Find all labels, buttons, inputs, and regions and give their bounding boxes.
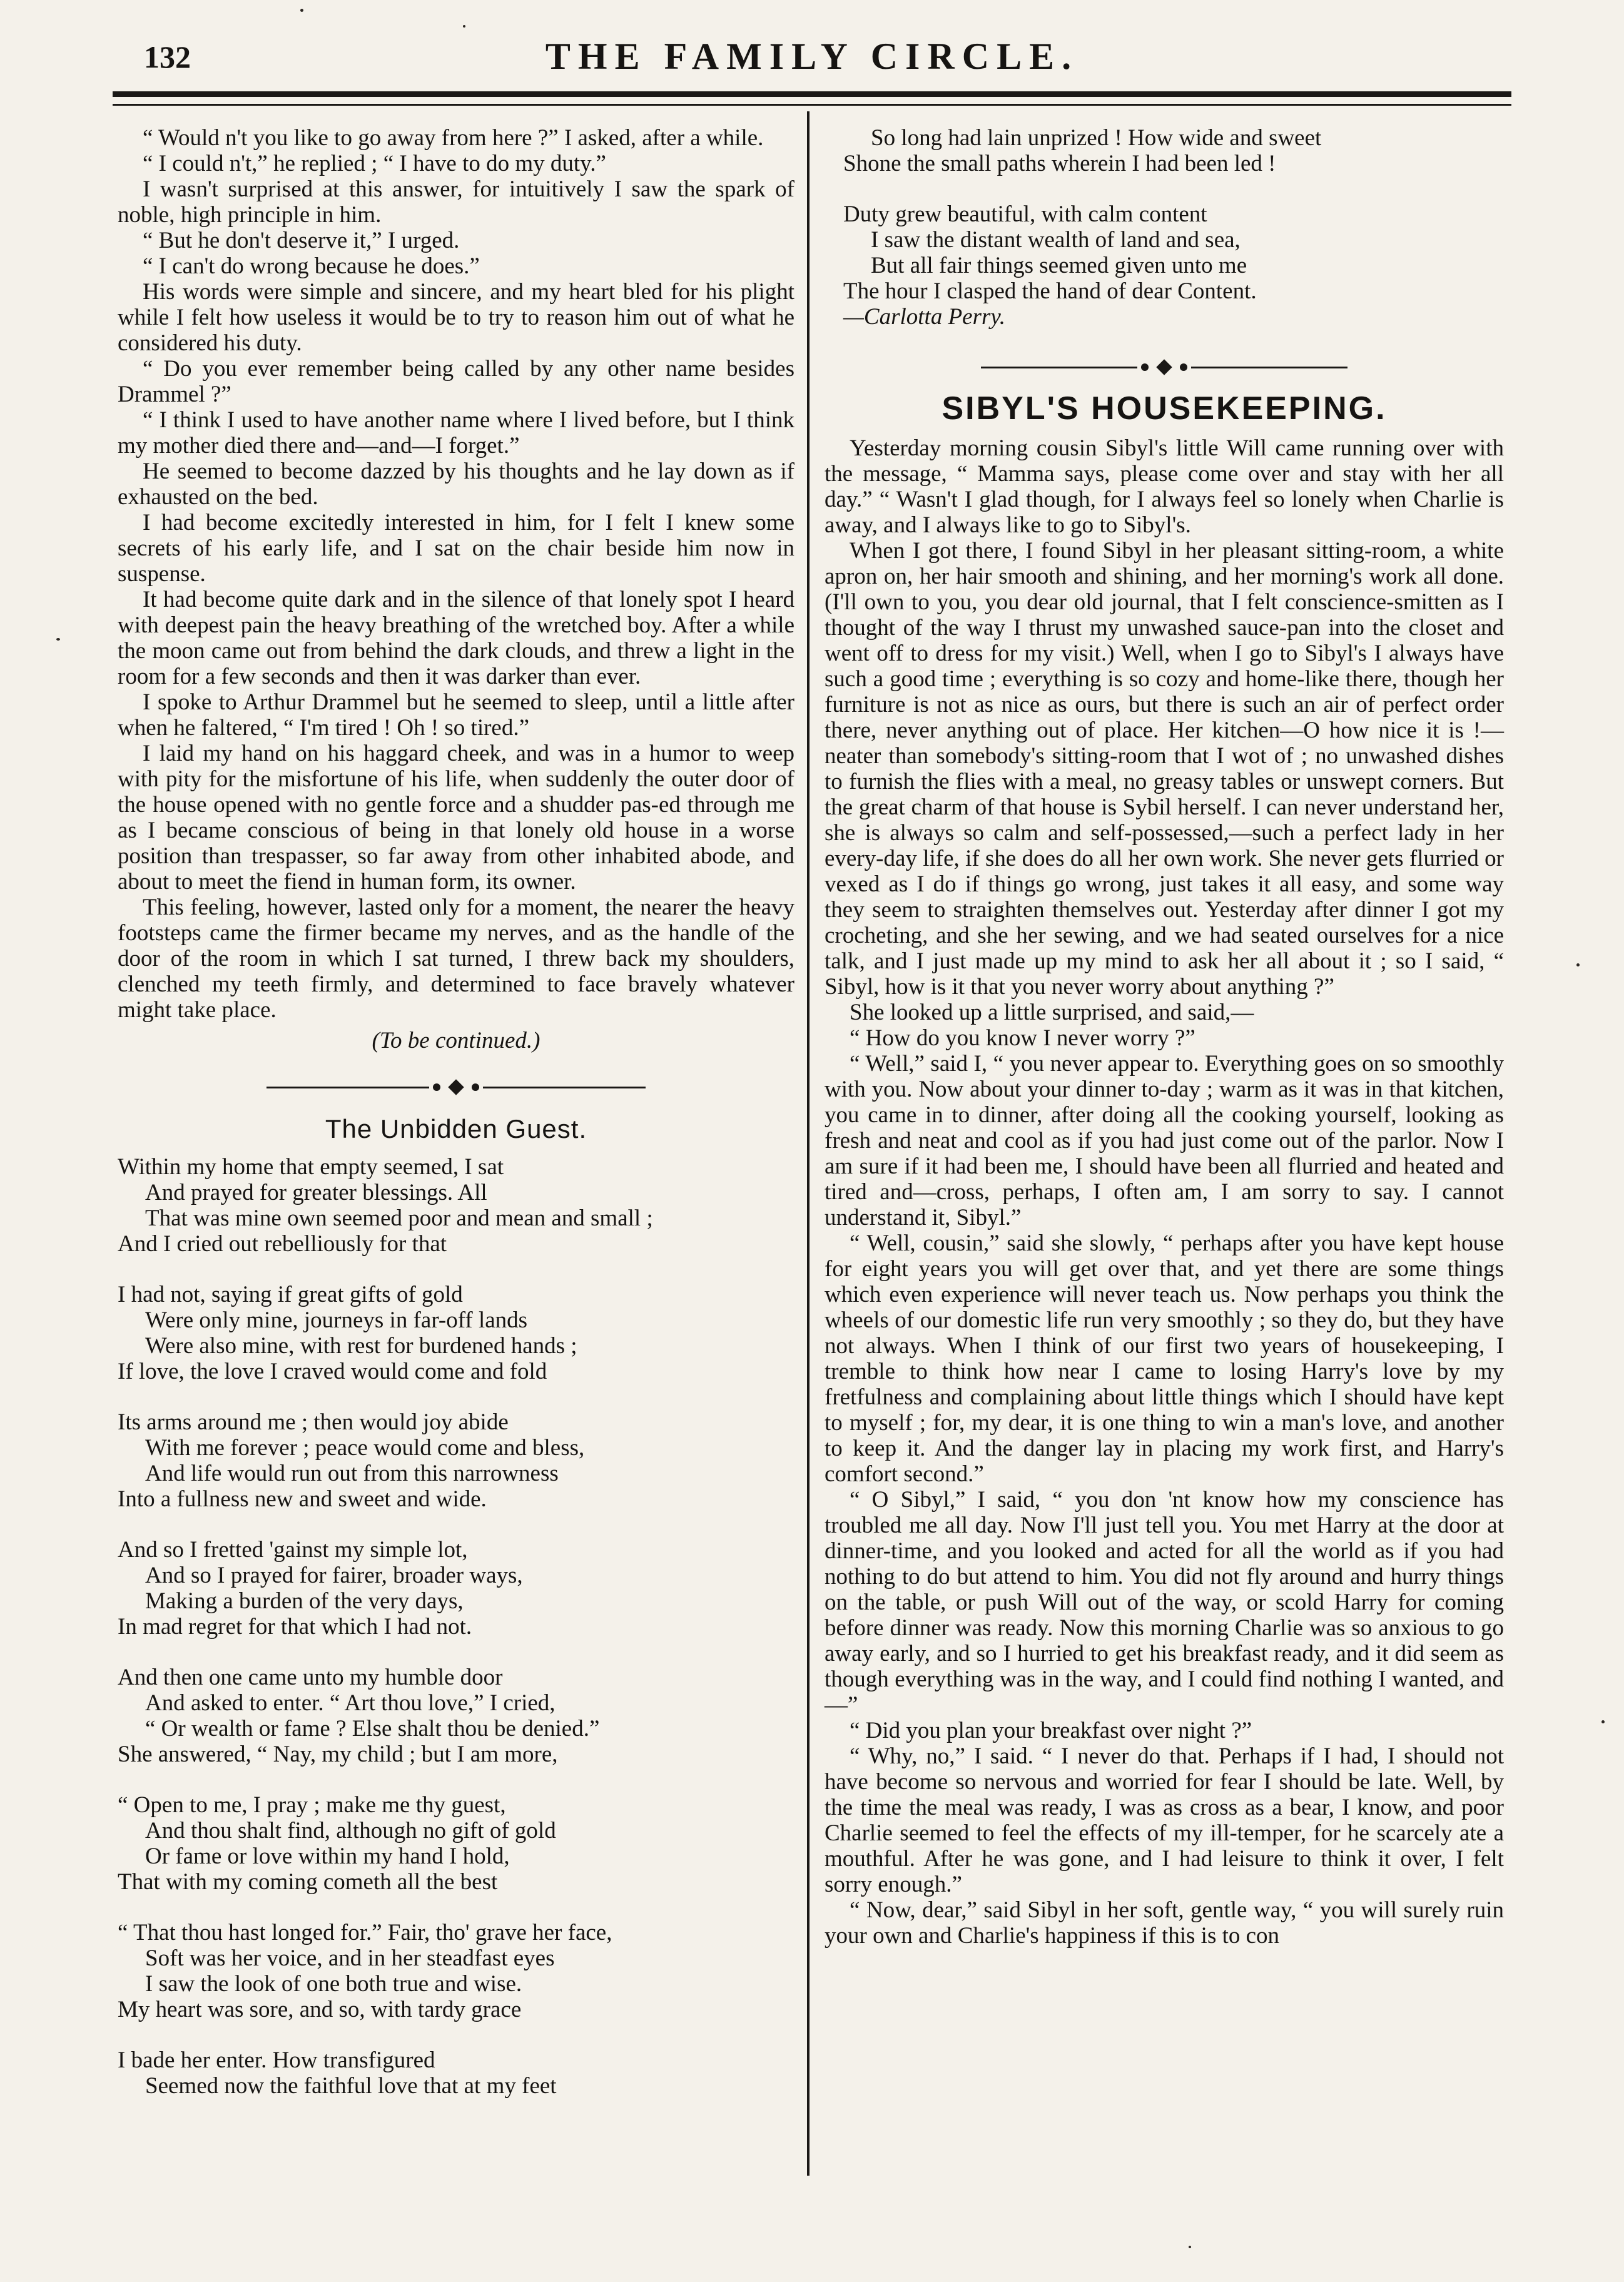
- paragraph: When I got there, I found Sibyl in her pleasant sitting-room, a white apron on, her hair smooth and shining, and her morning's work all done. (I'll own to you, you dear old journal, that I felt conscience-smitten as I thought of the way I thrust my unwashed sauce-pan into the closet and went off to dress for my visit.) Well, when I go to Sibyl's I always have such a good time ; everything is so cozy and home-like there, though her furniture is not as nice as ours, but there is such an air of perfect order there, never anything out of place. Her kitchen—O how nice it is !—neater than somebody's sitting-room that I wot of ; no unwashed dishes to furnish the flies with a meal, no greasy tables or unswept corners. But the great charm of that house is Sybil herself. I can never understand her, she is always so calm and self-possessed,—such a perfect lady in her every-day life, if she does do all her own work. She never gets flurried or vexed as I do if things go wrong, just takes it all easy, and some way they seem to straighten themselves out. Yesterday after dinner I got my crocheting, and she her sewing, and we had seated ourselves for a nice talk, and I just made up my mind to ask her all about it ; so I said, “ Sibyl, how is it that you never worry about anything ?”: [825, 538, 1504, 1000]
- ornament-line: [266, 1087, 429, 1088]
- poem-line: “ That thou hast longed for.” Fair, tho' grave her face,: [118, 1920, 612, 1945]
- story-title: SIBYL'S HOUSEKEEPING.: [941, 390, 1387, 427]
- poem-stanza: [118, 2047, 794, 2099]
- paragraph: She looked up a little surprised, and said,—: [850, 1000, 1254, 1025]
- poem-stanza: [118, 1665, 794, 1767]
- paragraph: This feeling, however, lasted only for a moment, the nearer the heavy footsteps came the firmer became my nerves, and as the handle of the door of the room in which I sat turned, I threw back my shoulders, clenched my teeth firmly, and determined to face bravely whatever might take place.: [118, 895, 794, 1023]
- right-column: [825, 125, 1504, 1949]
- poem-line: The hour I clasped the hand of dear Content.: [843, 278, 1257, 304]
- paragraph: “ I could n't,” he replied ; “ I have to do my duty.”: [143, 151, 606, 176]
- paragraph: He seemed to become dazzed by his thoughts and he lay down as if exhausted on the bed.: [118, 459, 794, 510]
- poem-line: I bade her enter. How transfigured: [118, 2047, 435, 2073]
- page-number: 132: [144, 39, 191, 74]
- paragraph: “ Would n't you like to go away from here ?” I asked, after a while.: [143, 125, 764, 151]
- poem-line: In mad regret for that which I had not.: [118, 1614, 472, 1640]
- poem-body: [118, 1154, 794, 2099]
- poem-continuation: [825, 125, 1504, 330]
- ornament-diamond: [448, 1079, 464, 1095]
- paragraph: “ Did you plan your breakfast over night ?”: [850, 1718, 1252, 1743]
- section-ornament: [118, 1068, 794, 1106]
- poem-line: Making a burden of the very days,: [145, 1588, 464, 1614]
- paragraph: “ Why, no,” I said. “ I never do that. Perhaps if I had, I should not have become so nervous and worried for fear I should be late. Well, by the time the meal was ready, I was as cross as a bear, I know, and poor Charlie seemed to feel the effects of my ill-temper, for he scarcely ate a mouthful. After he was gone, and I had leisure to think it over, I felt sorry enough.”: [825, 1743, 1504, 1897]
- ornament-line: [483, 1087, 646, 1088]
- paragraph: “ I think I used to have another name where I lived before, but I think my mother died there and—and—I forget.”: [118, 407, 794, 459]
- poem-line: I had not, saying if great gifts of gold: [118, 1282, 463, 1307]
- story-body: [825, 435, 1504, 1949]
- poem-line: And then one came unto my humble door: [118, 1665, 503, 1690]
- poem-stanza: [843, 125, 1504, 176]
- poem-line: My heart was sore, and so, with tardy grace: [118, 1997, 522, 2022]
- paragraph: “ Do you ever remember being called by any other name besides Drammel ?”: [118, 356, 794, 407]
- poem-line: That was mine own seemed poor and mean and small ;: [145, 1205, 653, 1231]
- poem-line: Or fame or love within my hand I hold,: [145, 1843, 510, 1869]
- paragraph: I spoke to Arthur Drammel but he seemed to sleep, until a little after when he faltered, “ I'm tired ! Oh ! so tired.”: [118, 689, 794, 741]
- poem-line: Were only mine, journeys in far-off lands: [145, 1307, 528, 1333]
- poem-line: That with my coming cometh all the best: [118, 1869, 498, 1895]
- poem-line: And I cried out rebelliously for that: [118, 1231, 447, 1257]
- paragraph: “ I can't do wrong because he does.”: [143, 253, 480, 279]
- poem-line: And so I fretted 'gainst my simple lot,: [118, 1537, 468, 1563]
- paragraph: I laid my hand on his haggard cheek, and was in a humor to weep with pity for the misfortune of his life, when suddenly the outer door of the house opened with no gentle force and a shudder pas-ed through me as I became conscious of being in that lonely old house in a worse position than trespasser, so far away from other inhabited abode, and about to meet the fiend in human form, its owner.: [118, 741, 794, 895]
- ink-speck: [1576, 963, 1580, 966]
- paragraph: “ Well, cousin,” said she slowly, “ perhaps after you have kept house for eight years you will get over that, and yet there are some things which even experience will never teach us. Now perhaps you think the wheels of our domestic life run very smoothly ; so they do, but they have not always. When I think of our first two years of housekeeping, I tremble to think how near I came to losing Harry's love by my fretfulness and complaining about little things which I should have kept to myself ; for, my dear, it is one thing to win a man's love, and another to keep it. And the danger lay in placing my work first, and Harry's comfort second.”: [825, 1230, 1504, 1487]
- poem-line: “ Open to me, I pray ; make me thy guest,: [118, 1792, 506, 1818]
- ink-speck: [300, 9, 303, 12]
- header-rule-thick: [113, 91, 1511, 97]
- poem-line: Were also mine, with rest for burdened hands ;: [145, 1333, 577, 1359]
- poem-line: She answered, “ Nay, my child ; but I am more,: [118, 1742, 558, 1767]
- poem-stanza: [118, 1409, 794, 1512]
- poem-stanza: [118, 1537, 794, 1640]
- poem-line: If love, the love I craved would come and fold: [118, 1359, 547, 1384]
- left-column: [118, 125, 794, 2117]
- poem-line: Within my home that empty seemed, I sat: [118, 1154, 504, 1180]
- poem-line: I saw the look of one both true and wise.: [145, 1971, 522, 1997]
- paragraph: I wasn't surprised at this answer, for intuitively I saw the spark of noble, high principle in him.: [118, 176, 794, 228]
- ornament-dot: [433, 1083, 440, 1091]
- ornament-dot: [472, 1083, 479, 1091]
- ornament-diamond: [1156, 359, 1172, 375]
- ornament-dot: [1180, 363, 1187, 371]
- poem-author: —Carlotta Perry.: [843, 304, 1006, 330]
- poem-line: I saw the distant wealth of land and sea,: [871, 227, 1241, 253]
- serial-story-continuation: [118, 125, 794, 1023]
- to-be-continued-note: (To be continued.): [372, 1028, 540, 1053]
- paragraph: “ But he don't deserve it,” I urged.: [143, 228, 460, 253]
- ornament-line: [1191, 367, 1347, 368]
- poem-line: Seemed now the faithful love that at my feet: [145, 2073, 557, 2099]
- paragraph: I had become excitedly interested in him, for I felt I knew some secrets of his early life, and I sat on the chair beside him now in suspense.: [118, 510, 794, 587]
- poem-stanza: [118, 1282, 794, 1384]
- masthead-title: THE FAMILY CIRCLE.: [545, 36, 1079, 77]
- poem-line: So long had lain unprized ! How wide and sweet: [871, 125, 1322, 151]
- poem-line: With me forever ; peace would come and bless,: [145, 1435, 585, 1461]
- ink-speck: [463, 25, 465, 28]
- poem-line: Duty grew beautiful, with calm content: [843, 201, 1207, 227]
- header-rule-thin: [113, 104, 1511, 106]
- section-ornament: [825, 348, 1504, 386]
- poem-line: And life would run out from this narrowness: [145, 1461, 559, 1486]
- poem-stanza: [118, 1154, 794, 1257]
- poem-line: Its arms around me ; then would joy abide: [118, 1409, 509, 1435]
- paragraph: “ Well,” said I, “ you never appear to. Everything goes on so smoothly with you. Now about your dinner to-day ; warm as it was in that kitchen, you came in to dinner, after doing all the cooking yourself, looking as fresh and neat and cool as if you had just come out of the parlor. Now I am sure if it had been me, I should have been all flurried and heated and tired and—cross, perhaps, I often am, I am sorry to say. I cannot understand it, Sibyl.”: [825, 1051, 1504, 1230]
- poem-line: And asked to enter. “ Art thou love,” I cried,: [145, 1690, 556, 1716]
- paragraph: “ Now, dear,” said Sibyl in her soft, gentle way, “ you will surely ruin your own and Charlie's happiness if this is to con: [825, 1897, 1504, 1949]
- poem-stanza: [118, 1792, 794, 1895]
- ornament-dot: [1141, 363, 1149, 371]
- ink-speck: [1189, 2246, 1191, 2248]
- ink-speck: [1601, 1720, 1605, 1723]
- poem-line: Soft was her voice, and in her steadfast eyes: [145, 1945, 555, 1971]
- poem-line: Into a fullness new and sweet and wide.: [118, 1486, 487, 1512]
- paragraph: It had become quite dark and in the silence of that lonely spot I heard with deepest pain the heavy breathing of the wretched boy. After a while the moon came out from behind the dark clouds, and threw a light in the room for a few seconds and then it was darker than ever.: [118, 587, 794, 689]
- poem-line: And prayed for greater blessings. All: [145, 1180, 487, 1205]
- poem-line: And so I prayed for fairer, broader ways,: [145, 1563, 523, 1588]
- ornament-line: [981, 367, 1137, 368]
- poem-line: Shone the small paths wherein I had been led !: [843, 151, 1276, 176]
- paragraph: His words were simple and sincere, and my heart bled for his plight while I felt how useless it would be to try to reason him out of what he considered his duty.: [118, 279, 794, 356]
- column-divider: [807, 111, 809, 2176]
- poem-line: But all fair things seemed given unto me: [871, 253, 1247, 278]
- paragraph: Yesterday morning cousin Sibyl's little Will came running over with the message, “ Mamma says, please come over and stay with her all day.” “ Wasn't I glad though, for I always feel so lonely when Charlie is away, and I always like to go to Sibyl's.: [825, 435, 1504, 538]
- paragraph: “ How do you know I never worry ?”: [850, 1025, 1195, 1051]
- poem-line: And thou shalt find, although no gift of gold: [145, 1818, 556, 1843]
- ink-speck: [56, 638, 60, 641]
- poem-stanza: [118, 1920, 794, 2022]
- poem-title: The Unbidden Guest.: [325, 1114, 587, 1144]
- poem-line: “ Or wealth or fame ? Else shalt thou be denied.”: [145, 1716, 600, 1742]
- poem-stanza: [843, 201, 1504, 330]
- paragraph: “ O Sibyl,” I said, “ you don 'nt know how my conscience has troubled me all day. Now I'll just tell you. You met Harry at the door at dinner-time, and you looked and acted for all the world as if you had nothing to do but attend to him. You did not fly around and hurry things on the table, or push Will out of the way, or scold Harry for coming before dinner was ready. Now this morning Charlie was so anxious to go away early, and so I hurried to get his breakfast ready, and it did seem as though everything was in the way, and I could find nothing I wanted, and—”: [825, 1487, 1504, 1718]
